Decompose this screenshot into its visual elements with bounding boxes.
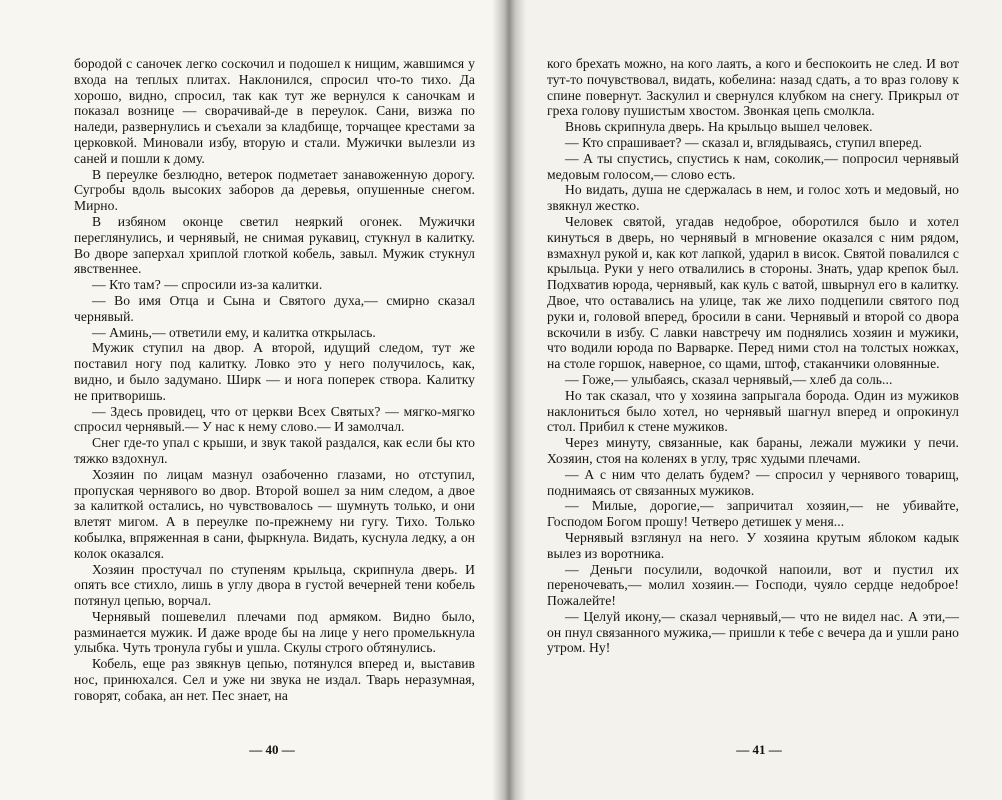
paragraph: — Гоже,— улыбаясь, сказал чернявый,— хлеб да соль... — [565, 371, 893, 387]
page-number: — 41 — — [736, 742, 782, 757]
paragraph: Но так сказал, что у хозяина запрыгала борода. Один из мужиков наклониться было хотел, но чернявый шагнул вперед и опрокинул стол. Прибил к стене мужиков. — [547, 387, 959, 435]
paragraph: Чернявый пошевелил плечами под армяком. Видно было, разминается мужик. И даже вроде бы на лице у него промелькнула улыбка. Чуть тронула губы и ушла. Скулы строго обтянулись. — [74, 608, 475, 656]
paragraph: бородой с саночек легко соскочил и подошел к нищим, жавшимся у входа на теплых плитах. Наклонился, спросил что-то тихо. Да хорошо, видно, спросил, так как тут же вернулся к саночкам и показал вознице — сворачивай-де в переулок. Сани, визжа по наледи, развернулись и съехали за кладбище, торчащее крестами за церковкой. Миновали избу, вторую и стали. Мужички вылезли из саней и пошли к дому. — [74, 56, 475, 166]
right-page-text — [547, 56, 959, 656]
page-number: — 40 — — [249, 742, 295, 757]
paragraph: — Кто там? — спросили из-за калитки. — [92, 277, 323, 293]
paragraph: — Во имя Отца и Сына и Святого духа,— смирно сказал чернявый. — [74, 292, 475, 324]
paragraph: Мужик ступил на двор. А второй, идущий следом, тут же поставил ногу под калитку. Ловко это у него получилось, как, видно, и было задумано. Ширк — и нога поперек створа. Калитку не притворишь. — [74, 340, 475, 403]
paragraph: — Аминь,— ответили ему, и калитка открылась. — [92, 324, 376, 340]
paragraph: Вновь скрипнула дверь. На крыльцо вышел человек. — [565, 119, 873, 135]
paragraph: — А с ним что делать будем? — спросил у чернявого товарищ, поднимаясь от связанных мужиков. — [547, 466, 959, 498]
paragraph: Человек святой, угадав недоброе, оборотился было и хотел кинуться в дверь, но чернявый в мгновение оказался с ним рядом, взмахнул рукой и, как кот лапкой, ударил в висок. Святой повалился с крыльца. Руки у него отвалились в стороны. Знать, удар крепок был. Подхватив юрода, чернявый, как куль с ватой, швырнул его в калитку. Двое, что оставались на улице, так же лихо подцепили святого под руки и, головой вперед, бросили в сани. Чернявый и второй со двора вскочили в избу. С лавки навстречу им поднялись хозяин и мужики, что водили юрода по Варварке. Перед ними стол на толстых ножках, на столе горшок, наверное, со щами, штоф, стаканчики оловянные. — [547, 213, 959, 372]
paragraph: кого брехать можно, на кого лаять, а кого и беспокоить не след. И вот тут-то почувствовал, видать, кобелина: назад сдать, а то враз голову к спине повернут. Заскулил и свернулся клубком на снегу. Прикрыл от греха голову пушистым хвостом. Звонкая цепь смолкла. — [547, 56, 959, 119]
paragraph: Хозяин по лицам мазнул озабоченно глазами, но отступил, пропуская чернявого во двор. Второй вошел за ним следом, а двое за калиткой остались, но чувствовалось — шумнуть только, и они влетят мигом. А в переулке по-прежнему ни гугу. Тихо. Только кобылка, впряженная в сани, фыркнула. Видать, куснула ледку, а он колок оказался. — [74, 466, 475, 561]
paragraph: — Здесь провидец, что от церкви Всех Святых? — мягко-мягко спросил чернявый.— У нас к нему слово.— И замолчал. — [74, 403, 475, 435]
paragraph: — Кто спрашивает? — сказал и, вглядываясь, ступил вперед. — [565, 134, 923, 150]
paragraph: Снег где-то упал с крыши, и звук такой раздался, как если бы кто тяжко вздохнул. — [74, 435, 475, 466]
paragraph: — Деньги посулили, водочкой напоили, вот и пустил их переночевать,— молил хозяин.— Господи, чуяло сердце недоброе! Пожалейте! — [547, 561, 959, 609]
paragraph: — Целуй икону,— сказал чернявый,— что не видел нас. А эти,— он пнул связанного мужика,— пришли к тебе с вечера да и ушли рано утром. Ну! — [547, 608, 959, 656]
paragraph: Но видать, душа не сдержалась в нем, и голос хоть и медовый, но звякнул жестко. — [547, 182, 959, 214]
paragraph: — А ты спустись, спустись к нам, соколик,— попросил чернявый медовым голосом,— слово есть. — [547, 150, 959, 182]
right-page — [501, 0, 1002, 800]
paragraph: Кобель, еще раз звякнув цепью, потянулся вперед и, выставив нос, принюхался. Сел и уже ни звука не издал. Тварь неразумная, говорят, собака, ан нет. Пес знает, на — [74, 656, 475, 703]
left-page-text — [74, 56, 475, 704]
paragraph: — Милые, дорогие,— запричитал хозяин,— не убивайте, Господом Богом прошу! Четверо детишек у меня... — [547, 498, 959, 530]
paragraph: Через минуту, связанные, как бараны, лежали мужики у печи. Хозяин, стоя на коленях в углу, тряс худыми плечами. — [547, 435, 959, 466]
paragraph: Хозяин простучал по ступеням крыльца, скрипнула дверь. И опять все стихло, лишь в углу двора в густой вечерней тени кобель потянул цепью, ворчал. — [74, 561, 475, 609]
paragraph: Чернявый взглянул на него. У хозяина крутым яблоком кадык вылез из воротника. — [547, 529, 959, 561]
paragraph: В переулке безлюдно, ветерок подметает занавоженную дорогу. Сугробы вдоль высоких заборов да деревья, опушенные снегом. Мирно. — [74, 166, 475, 214]
paragraph: В избяном оконце светил неяркий огонек. Мужички переглянулись, и чернявый, не снимая рукавиц, стукнул в калитку. Во дворе заперхал хриплой глоткой кобель, завыл. Мужик стукнул явственнее. — [74, 213, 475, 277]
